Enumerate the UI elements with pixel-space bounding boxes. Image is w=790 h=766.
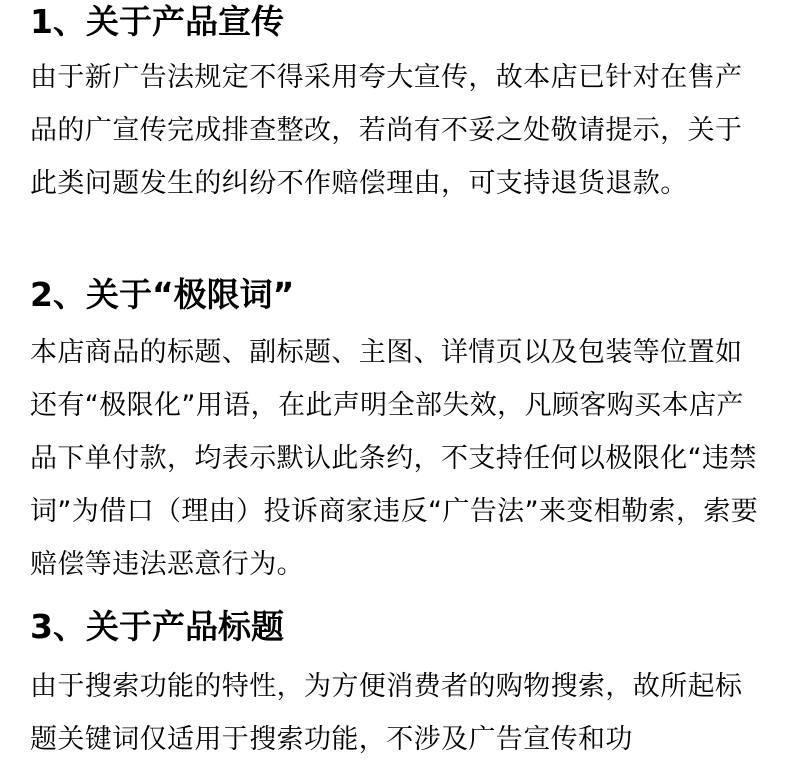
section-heading-extreme-words: 2、关于“极限词” (30, 275, 295, 314)
section-heading-product-promotion: 1、关于产品宣传 (30, 2, 284, 41)
section-body-product-title: 由于搜索功能的特性，为方便消费者的购物搜索，故所起标题关键词仅适用于搜索功能，不涉及广告宣传和功 (30, 671, 743, 755)
section-heading-product-title: 3、关于产品标题 (30, 607, 284, 646)
section-body-extreme-words: 本店商品的标题、副标题、主图、详情页以及包装等位置如还有“极限化”用语，在此声明全部失效，凡顾客购买本店产品下单付款，均表示默认此条约，不支持任何以极限化“违禁词”为借口（理由）投诉商家违反“广告法”来变相勒索，索要赔偿等违法恶意行为。 (30, 337, 759, 580)
section-body-product-promotion: 由于新广告法规定不得采用夸大宣传，故本店已针对在售产品的广宣传完成排查整改，若尚有不妥之处敬请提示，关于此类问题发生的纠纷不作赔偿理由，可支持退货退款。 (30, 62, 743, 199)
